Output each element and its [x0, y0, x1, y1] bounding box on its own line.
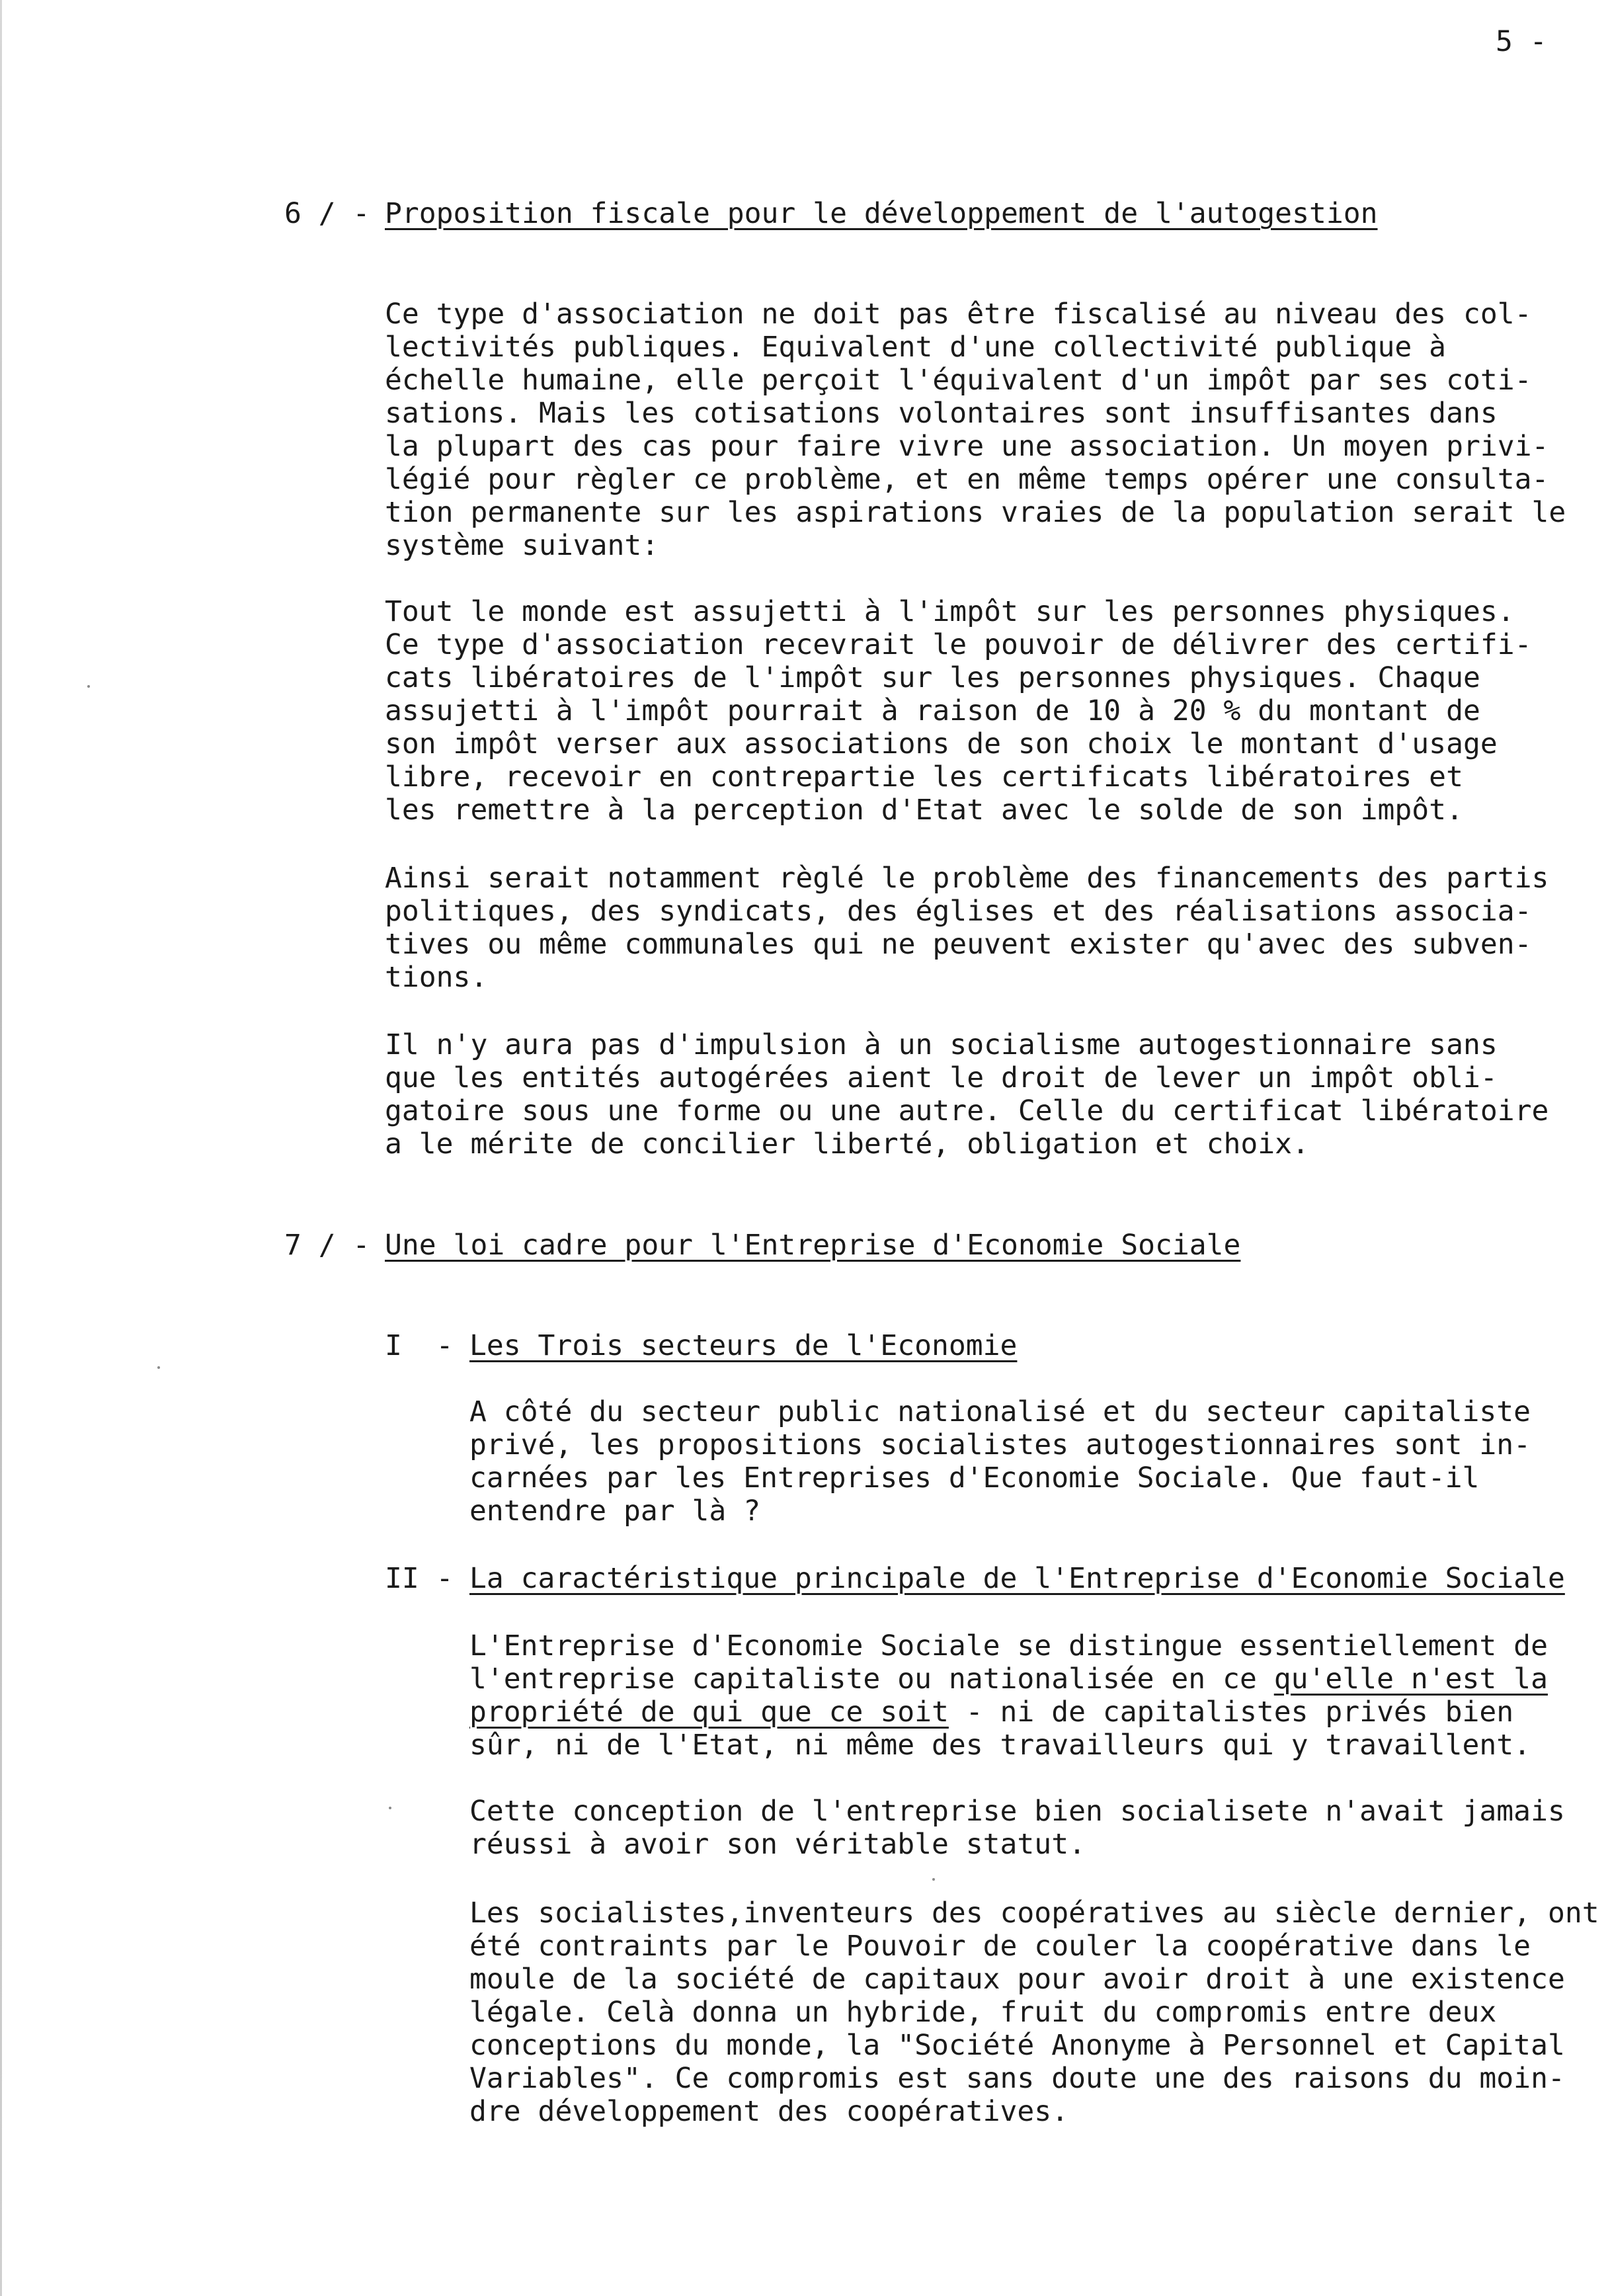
- scan-speck: [87, 685, 90, 688]
- page-number: 5 -: [1496, 25, 1547, 58]
- emphasized-text: propriété de qui que ce soit: [469, 1696, 949, 1729]
- paragraph-text: l'entreprise capitaliste ou nationalisée en ce: [469, 1662, 1274, 1696]
- scan-speck: [157, 1366, 160, 1369]
- subsection-2-title: La caractéristique principale de l'Entreprise d'Economie Sociale: [469, 1562, 1565, 1595]
- emphasized-text: qu'elle n'est la: [1273, 1662, 1548, 1696]
- section-6-paragraph-4: Il n'y aura pas d'impulsion à un socialisme autogestionnaire sans que les entités autogérées aient le droit de lever un impôt obli- gatoire sous une forme ou une autre. Celle du certificat libératoire a le mérite de concilier liberté, obligation et choix.: [385, 1028, 1549, 1161]
- paragraph-text: - ni de capitalistes privés bien: [948, 1696, 1514, 1729]
- page-left-edge: [0, 0, 2, 2296]
- scan-speck: [389, 1807, 391, 1809]
- subsection-1-title: Les Trois secteurs de l'Economie: [469, 1329, 1018, 1362]
- subsection-2-number: II -: [385, 1562, 454, 1595]
- scan-speck: [932, 1878, 935, 1881]
- section-6-paragraph-1: Ce type d'association ne doit pas être fiscalisé au niveau des col- lectivités publiques. Equivalent d'une collectivité publique à échelle humaine, elle perçoit l'équivalent d'un impôt par ses coti- sations. Mais les cotisations volontaires sont insuffisantes dans la plupart des cas pour faire vivre une association. Un moyen privi- légié pour règler ce problème, et en même temps opérer une consulta- tion permanente sur les aspirations vraies de la population serait le système suivant:: [385, 298, 1566, 562]
- subsection-1-paragraph: A côté du secteur public nationalisé et du secteur capitaliste privé, les propositions socialistes autogestionnaires sont in- carnées par les Entreprises d'Economie Sociale. Que faut-il entendre par là ?: [469, 1395, 1531, 1528]
- section-6-paragraph-3: Ainsi serait notamment règlé le problème des financements des partis politiques, des syndicats, des églises et des réalisations associa- tives ou même communales qui ne peuvent exister qu'avec des subven- tions.: [385, 862, 1549, 994]
- paragraph-line: [469, 1696, 1513, 1729]
- paragraph-line: [469, 1662, 1548, 1696]
- paragraph-line: L'Entreprise d'Economie Sociale se distingue essentiellement de: [469, 1629, 1548, 1662]
- paragraph-line: sûr, ni de l'Etat, ni même des travailleurs qui y travaillent.: [469, 1729, 1531, 1762]
- section-6-number: 6 / -: [284, 197, 370, 230]
- subsection-2-paragraph-2: Cette conception de l'entreprise bien socialisete n'avait jamais réussi à avoir son véritable statut.: [469, 1795, 1565, 1861]
- subsection-1-number: I -: [385, 1329, 454, 1362]
- section-7-title: Une loi cadre pour l'Entreprise d'Economie Sociale: [385, 1229, 1241, 1262]
- section-6-title: Proposition fiscale pour le développement de l'autogestion: [385, 197, 1378, 230]
- section-6-paragraph-2: Tout le monde est assujetti à l'impôt sur les personnes physiques. Ce type d'association recevrait le pouvoir de délivrer des certifi- cats libératoires de l'impôt sur les personnes physiques. Chaque assujetti à l'impôt pourrait à raison de 10 à 20 % du montant de son impôt verser aux associations de son choix le montant d'usage libre, recevoir en contrepartie les certificats libératoires et les remettre à la perception d'Etat avec le solde de son impôt.: [385, 595, 1532, 827]
- section-7-number: 7 / -: [284, 1229, 370, 1262]
- subsection-2-paragraph-3: Les socialistes,inventeurs des coopératives au siècle dernier, ont été contraints par le Pouvoir de couler la coopérative dans le moule de la société de capitaux pour avoir droit à une existence légale. Celà donna un hybride, fruit du compromis entre deux conceptions du monde, la "Société Anonyme à Personnel et Capital Variables". Ce compromis est sans doute une des raisons du moin- dre développement des coopératives.: [469, 1897, 1599, 2128]
